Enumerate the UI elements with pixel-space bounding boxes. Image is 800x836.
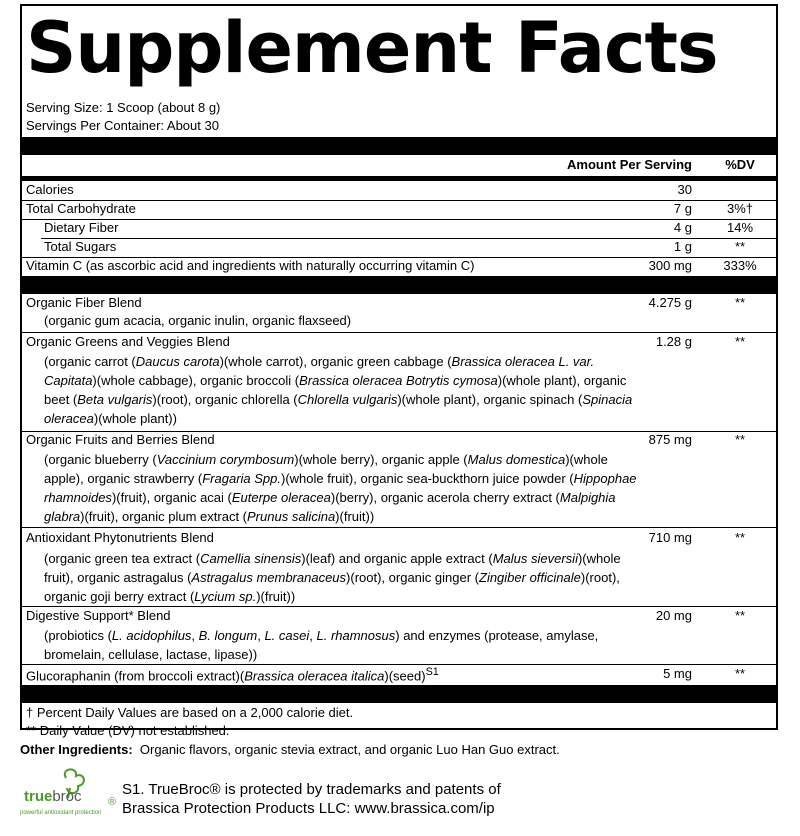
trademark-notice <box>122 780 501 818</box>
row-divider <box>22 606 776 607</box>
nutrient-name: Total Sugars <box>44 239 117 254</box>
nutrient-dv: 3%† <box>726 201 754 216</box>
amount-header: Amount Per Serving <box>567 157 692 172</box>
serving-size: Serving Size: 1 Scoop (about 8 g) <box>26 100 221 115</box>
blend-amount: 710 mg <box>648 530 692 545</box>
blend-name: Digestive Support* Blend <box>26 608 171 623</box>
logo-text-true: true <box>24 788 53 805</box>
blend-name: Organic Fruits and Berries Blend <box>26 432 215 447</box>
blend-ingredients: (probiotics (L. acidophilus, B. longum, L. casei, L. rhamnosus) and enzymes (protease, amylase, bromelain, cellulase, lactase, lipase)) <box>44 628 599 662</box>
nutrient-amount: 1 g <box>673 239 692 254</box>
row-divider <box>41 238 776 239</box>
row-divider <box>22 527 776 528</box>
dv-header: %DV <box>725 157 755 172</box>
servings-per-container: Servings Per Container: About 30 <box>26 118 219 133</box>
nutrient-amount: 7 g <box>673 201 692 216</box>
truebroc-logo <box>20 766 120 822</box>
blend-ingredients: (organic green tea extract (Camellia sinensis)(leaf) and organic apple extract (Malus sieversii)(whole fruit), organic astragalus (Astragalus membranaceus)(root), organic ginger (Zingiber officinale)(root), organic goji berry extract (Lycium sp.)(fruit)) <box>44 551 621 604</box>
nutrient-amount: 30 <box>677 182 692 197</box>
blend-amount: 1.28 g <box>655 334 692 349</box>
blend-ingredients: (organic blueberry (Vaccinium corymbosum)(whole berry), organic apple (Malus domestica)(whole apple), organic strawberry (Fragaria Spp.)(whole fruit), organic sea-buckthorn juice powder (Hippophae rhamnoides)(fruit), organic acai (Euterpe oleracea)(berry), organic acerola cherry extract (Malpighia glabra)(fruit), organic plum extract (Prunus salicina)(fruit)) <box>44 452 637 524</box>
registered-mark: ® <box>108 796 117 808</box>
footnote-asterisk: ** Daily Value (DV) not established. <box>26 723 230 738</box>
blend-name: Organic Fiber Blend <box>26 295 142 310</box>
row-divider <box>22 664 776 665</box>
nutrient-amount: 300 mg <box>648 258 692 273</box>
blend-amount: 875 mg <box>648 432 692 447</box>
thick-divider <box>22 685 776 703</box>
blend-amount: 5 mg <box>663 666 692 681</box>
nutrient-name: Calories <box>26 182 74 197</box>
other-ingredients <box>20 742 560 757</box>
panel-title: Supplement Facts <box>26 7 718 89</box>
trademark-line-1: S1. TrueBroc® is protected by trademarks and patents of <box>122 781 501 798</box>
blend-amount: 20 mg <box>655 608 692 623</box>
blend-dv: ** <box>734 295 746 310</box>
row-divider <box>22 219 776 220</box>
nutrient-name: Vitamin C (as ascorbic acid and ingredients with naturally occurring vitamin C) <box>26 258 475 273</box>
blend-dv: ** <box>734 432 746 447</box>
medium-divider <box>22 176 776 181</box>
footnote-dagger: † Percent Daily Values are based on a 2,000 calorie diet. <box>26 705 354 720</box>
thick-divider <box>22 137 776 155</box>
nutrient-dv: ** <box>734 239 746 254</box>
other-ingredients-text: Organic flavors, organic stevia extract, and organic Luo Han Guo extract. <box>139 742 560 757</box>
thick-divider <box>22 276 776 294</box>
blend-dv: ** <box>734 530 746 545</box>
logo-text-broc: broc <box>52 788 82 805</box>
nutrient-name: Total Carbohydrate <box>26 201 136 216</box>
nutrient-name: Dietary Fiber <box>44 220 119 235</box>
trademark-line-2: Brassica Protection Products LLC: www.brassica.com/ip <box>122 800 495 817</box>
blend-amount: 4.275 g <box>648 295 692 310</box>
blend-ingredients: (organic carrot (Daucus carota)(whole carrot), organic green cabbage (Brassica oleracea L. var. Capitata)(whole cabbage), organic broccoli (Brassica oleracea Botrytis cymosa)(whole plant), organic beet (Beta vulgaris)(root), organic chlorella (Chlorella vulgaris)(whole plant), organic spinach (Spinacia oleracea)(whole plant)) <box>44 354 633 426</box>
blend-name: Glucoraphanin (from broccoli extract)(Brassica oleracea italica)(seed)$^{S1}$ <box>26 666 439 684</box>
blend-dv: ** <box>734 334 746 349</box>
blend-ingredients: (organic gum acacia, organic inulin, organic flaxseed) <box>44 313 352 328</box>
blend-name: Antioxidant Phytonutrients Blend <box>26 530 214 545</box>
blend-dv: ** <box>734 666 746 681</box>
nutrient-dv: 14% <box>726 220 754 235</box>
row-divider <box>22 332 776 333</box>
other-ingredients-label: Other Ingredients: <box>20 742 133 757</box>
nutrient-amount: 4 g <box>673 220 692 235</box>
nutrient-dv: 333% <box>723 258 757 273</box>
blend-dv: ** <box>734 608 746 623</box>
logo-tagline: powerful antioxidant protection <box>20 810 102 816</box>
blend-name: Organic Greens and Veggies Blend <box>26 334 230 349</box>
supplement-facts-panel <box>20 4 778 738</box>
